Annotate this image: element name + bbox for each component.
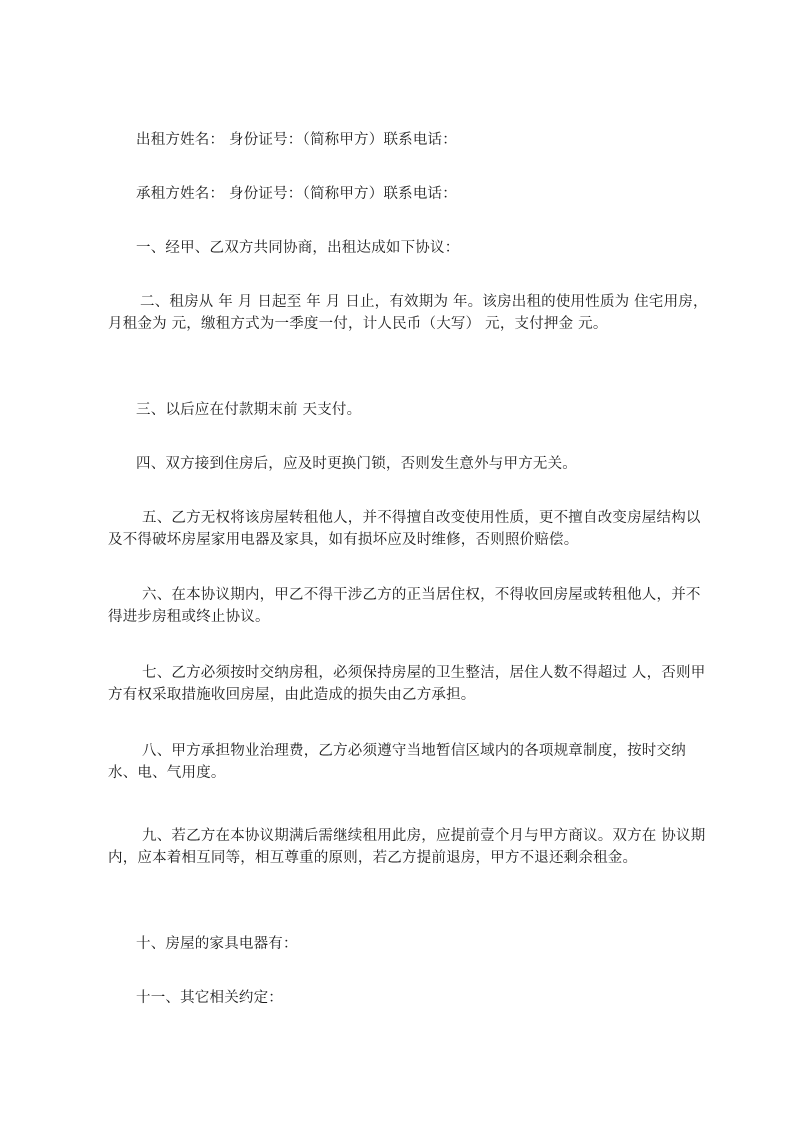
clause-10: 十、房屋的家具电器有： xyxy=(136,936,298,952)
lessee-info-line: 承租方姓名： 身份证号：（简称甲方）联系电话： xyxy=(136,186,457,202)
clause-5: 五、乙方无权将该房屋转租他人，并不得擅自改变使用性质，更不擅自改变房屋结构以及不得破坏房屋家用电器及家具，如有损坏应及时维修，否则照价赔偿。 xyxy=(108,510,701,548)
clause-9: 九、若乙方在本协议期满后需继续租用此房，应提前壹个月与甲方商议。双方在 协议期内，应本着相互同等，相互尊重的原则，若乙方提前退房，甲方不退还剩余租金。 xyxy=(108,828,706,866)
clause-1: 一、经甲、乙双方共同协商，出租达成如下协议： xyxy=(136,240,460,256)
clause-4: 四、双方接到住房后，应及时更换门锁，否则发生意外与甲方无关。 xyxy=(136,456,577,472)
clause-7: 七、乙方必须按时交纳房租，必须保持房屋的卫生整洁，居住人数不得超过 人，否则甲方有权采取措施收回房屋，由此造成的损失由乙方承担。 xyxy=(108,665,706,703)
clause-2: 二、租房从 年 月 日起至 年 月 日止，有效期为 年。该房出租的使用性质为 住宅用房，月租金为 元，缴租方式为一季度一付，计人民币（大写） 元，支付押金 元。 xyxy=(108,294,708,332)
clause-11: 十一、其它相关约定： xyxy=(136,990,283,1006)
clause-6: 六、在本协议期内，甲乙不得干涉乙方的正当居住权，不得收回房屋或转租他人，并不得进步房租或终止协议。 xyxy=(108,587,701,625)
clause-8: 八、甲方承担物业治理费，乙方必须遵守当地暂信区域内的各项规章制度，按时交纳水、电、气用度。 xyxy=(108,743,686,781)
lessor-info-line: 出租方姓名： 身份证号：（简称甲方）联系电话： xyxy=(136,132,457,148)
clause-3: 三、以后应在付款期末前 天支付。 xyxy=(136,402,362,418)
